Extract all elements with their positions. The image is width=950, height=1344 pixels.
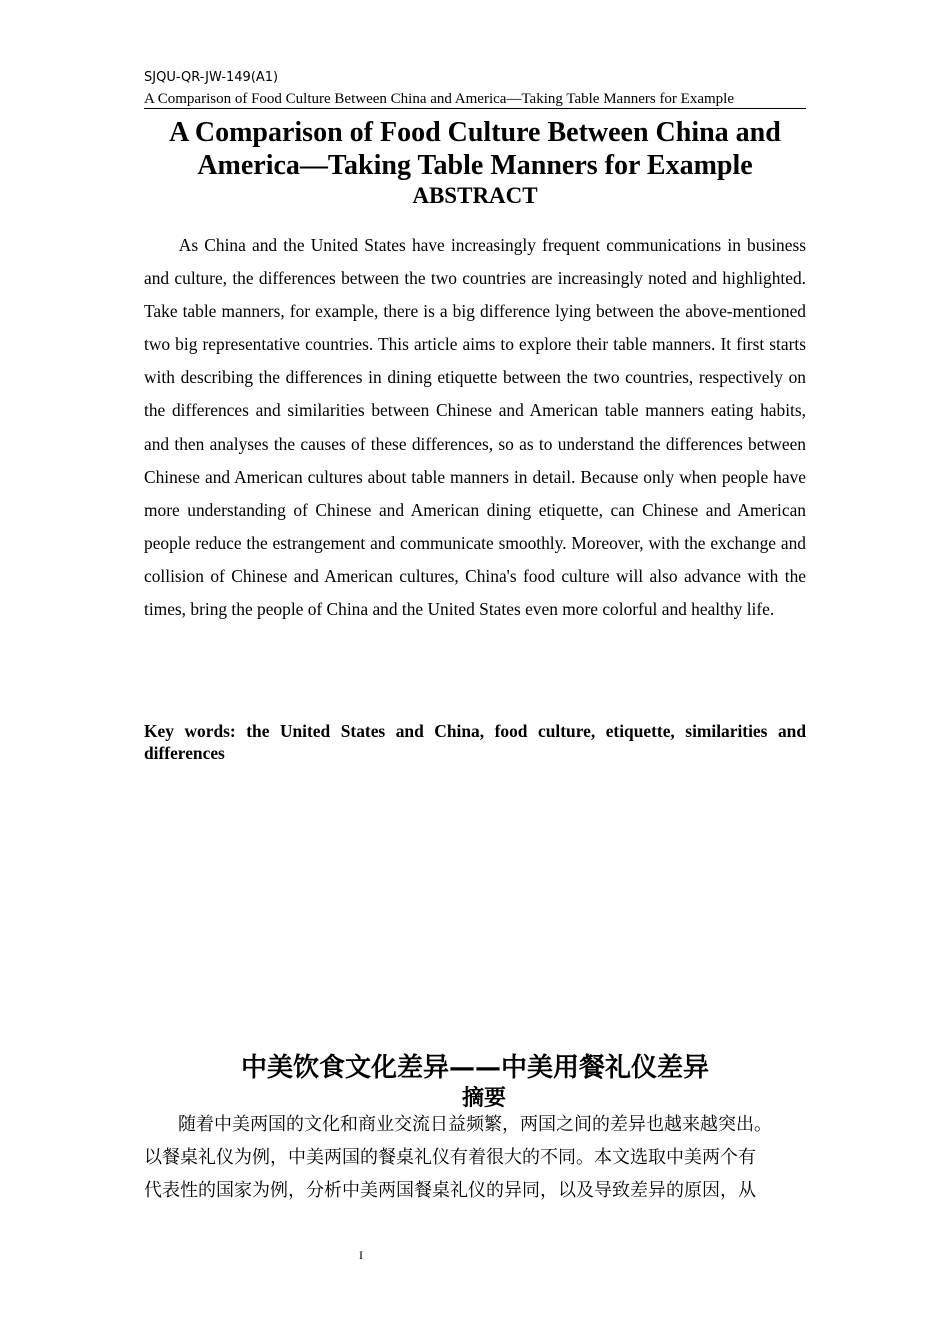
page-number: I [359, 1248, 363, 1262]
abstract-heading: ABSTRACT [412, 183, 538, 208]
keywords: Key words: the United States and China, food culture, etiquette, similarities and differences [144, 721, 806, 763]
chinese-abstract-body [144, 1108, 828, 1207]
running-header-title: A Comparison of Food Culture Between China and America—Taking Table Manners for Example [144, 90, 806, 109]
abstract-body: As China and the United States have increasingly frequent communications in business and culture, the differences between the two countries are increasingly noted and highlighted. Take table manners, for example, there is a big difference lying between the above-mentioned two big representative countries. This article aims to explore their table manners. It first starts with describing the differences in dining etiquette between the two countries, respectively on the differences and similarities between Chinese and American table manners eating habits, and then analyses the causes of these differences, so as to understand the differences between Chinese and American cultures about table manners in detail. Because only when people have more understanding of Chinese and American dining etiquette, can Chinese and American people reduce the estrangement and communicate smoothly. Moreover, with the exchange and collision of Chinese and American cultures, China's food culture will also advance with the times, bring the people of China and the United States even more colorful and healthy life. [144, 235, 806, 620]
page-title: A Comparison of Food Culture Between China and America—Taking Table Manners for Example [169, 117, 781, 181]
chinese-abstract-line: 以餐桌礼仪为例，中美两国的餐桌礼仪有着很大的不同。本文选取中美两个有 [144, 1147, 756, 1168]
document-code: SJQU-QR-JW-149(A1) [144, 70, 279, 85]
chinese-abstract-line: 代表性的国家为例，分析中美两国餐桌礼仪的异同，以及导致差异的原因，从 [144, 1180, 756, 1201]
chinese-title: 中美饮食文化差异——中美用餐礼仪差异 [240, 1053, 709, 1083]
chinese-abstract-line: 随着中美两国的文化和商业交流日益频繁，两国之间的差异也越来越突出。 [178, 1114, 772, 1135]
chinese-abstract-heading: 摘要 [461, 1086, 506, 1111]
